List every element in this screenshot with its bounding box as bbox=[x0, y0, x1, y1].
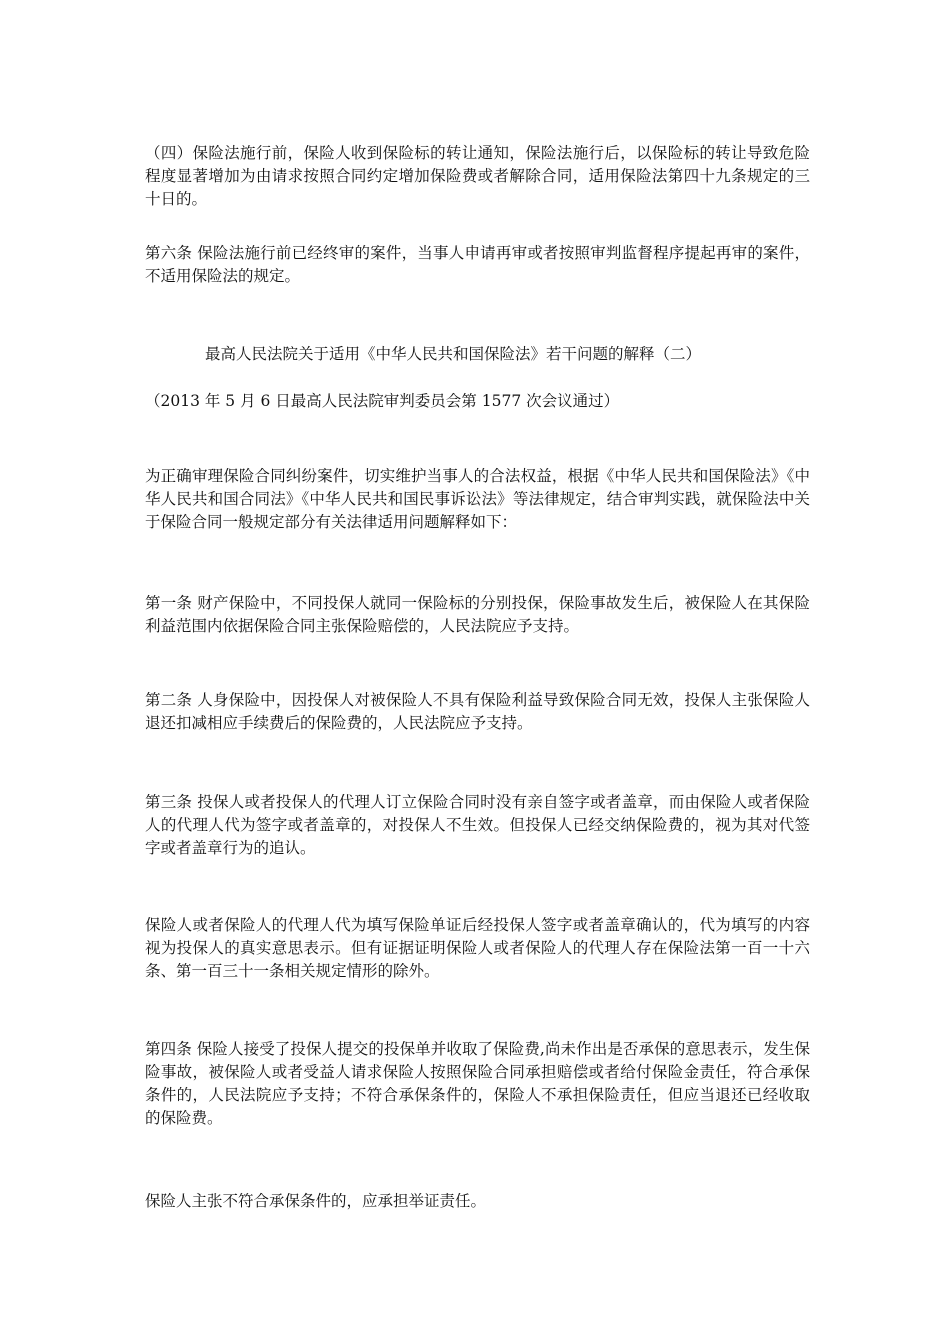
paragraph-preamble: 为正确审理保险合同纠纷案件，切实维护当事人的合法权益，根据《中华人民共和国保险法》《中华人民共和国合同法》《中华人民共和国民事诉讼法》等法律规定，结合审判实践，就保险法中关于保险合同一般规定部分有关法律适用问题解释如下： bbox=[145, 467, 810, 531]
paragraph-article-3-clause-2: 保险人或者保险人的代理人代为填写保险单证后经投保人签字或者盖章确认的，代为填写的内容视为投保人的真实意思表示。但有证据证明保险人或者保险人的代理人存在保险法第一百一十六条、第一百三十一条相关规定情形的除外。 bbox=[145, 916, 810, 980]
document-title: 最高人民法院关于适用《中华人民共和国保险法》若干问题的解释（二） bbox=[205, 345, 702, 363]
paragraph-article-4-clause-2: 保险人主张不符合承保条件的，应承担举证责任。 bbox=[145, 1192, 487, 1210]
paragraph-article-6: 第六条 保险法施行前已经终审的案件，当事人申请再审或者按照审判监督程序提起再审的案件，不适用保险法的规定。 bbox=[145, 244, 810, 285]
paragraph-article-4: 第四条 保险人接受了投保人提交的投保单并收取了保险费,尚未作出是否承保的意思表示，发生保险事故，被保险人或者受益人请求保险人按照保险合同承担赔偿或者给付保险金责任，符合承保条件的，人民法院应予支持；不符合承保条件的，保险人不承担保险责任，但应当退还已经收取的保险费。 bbox=[145, 1040, 810, 1127]
document-subtitle: （2013 年 5 月 6 日最高人民法院审判委员会第 1577 次会议通过） bbox=[145, 392, 620, 410]
paragraph-article-2: 第二条 人身保险中，因投保人对被保险人不具有保险利益导致保险合同无效，投保人主张保险人退还扣减相应手续费后的保险费的，人民法院应予支持。 bbox=[145, 691, 810, 732]
paragraph-article-3: 第三条 投保人或者投保人的代理人订立保险合同时没有亲自签字或者盖章，而由保险人或者保险人的代理人代为签字或者盖章的，对投保人不生效。但投保人已经交纳保险费的，视为其对代签字或者盖章行为的追认。 bbox=[145, 793, 810, 857]
paragraph-article-1: 第一条 财产保险中，不同投保人就同一保险标的分别投保，保险事故发生后，被保险人在其保险利益范围内依据保险合同主张保险赔偿的，人民法院应予支持。 bbox=[145, 594, 810, 635]
paragraph-transfer-notice: （四）保险法施行前，保险人收到保险标的转让通知，保险法施行后，以保险标的转让导致危险程度显著增加为由请求按照合同约定增加保险费或者解除合同，适用保险法第四十九条规定的三十日的。 bbox=[145, 144, 810, 208]
